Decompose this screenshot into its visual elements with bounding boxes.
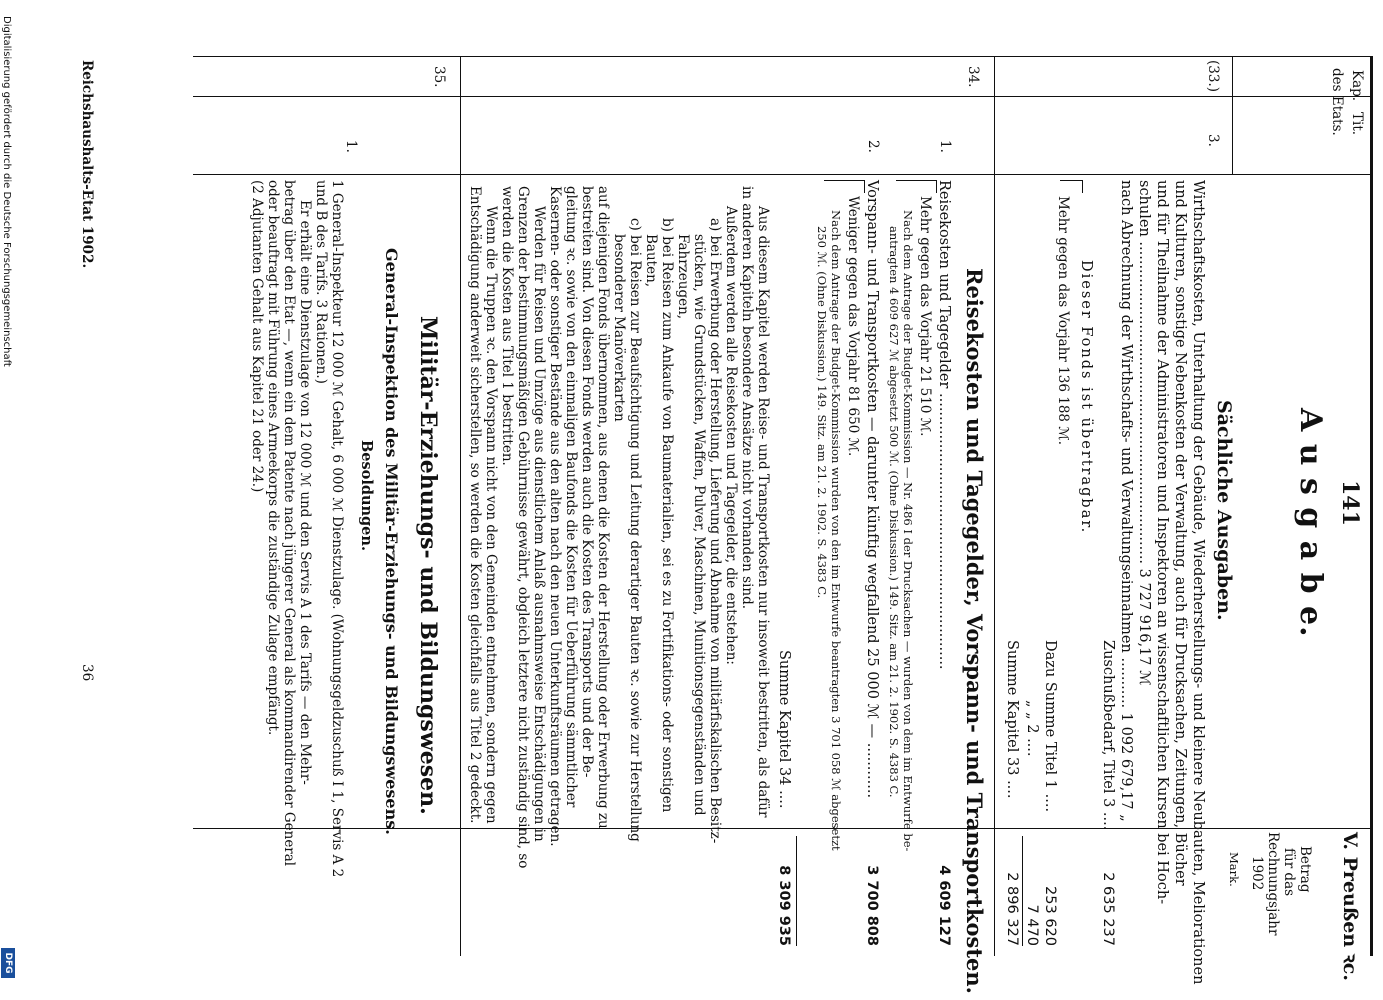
block34-tit1-note2: antragten 4 609 627 ℳ abgesetzt 500 ℳ. (Ohne Diskussion.) 149. Sitz. am 21. 2. 1902. S. 4383 C. xyxy=(887,226,901,798)
block34-para-8: c) bei Reisen zur Beaufsichtigung und Leitung derartiger Bauten ꝛc. sowie zur Herstellung xyxy=(627,218,643,842)
block34-tit1-value: 4 609 127 xyxy=(936,865,952,946)
block34-tit1: 1. xyxy=(937,140,953,153)
block33-mark xyxy=(1060,180,1083,193)
block34-para-2: Außerdem werden alle Reisekosten und Tagegelder, die entstehen: xyxy=(723,206,739,665)
block34-para-5: Fahrzeugen, xyxy=(675,234,691,320)
block33-zuschuss-value: 2 635 237 xyxy=(1100,872,1116,946)
block33-line-4: schulen ...................................................................... 3 727 916,17 ℳ xyxy=(1136,180,1152,686)
col-betrag: Betrag xyxy=(1297,846,1313,893)
block34-para-4: stücken, wie Grundstücken, Waffen, Pulver, Maschinen, Munitionsgegenständen und xyxy=(691,234,707,816)
block35-besoldungen: Besoldungen. xyxy=(358,440,375,552)
block34-tit1-mehr: Mehr gegen das Vorjahr 21 510 ℳ. xyxy=(917,196,933,437)
block35-heading: Militär-Erziehungs- und Bildungswesen. xyxy=(415,316,441,815)
block33-heading: Sächliche Ausgaben. xyxy=(1213,400,1235,621)
block34-tit2-note1: Nach dem Antrage der Budget-Kommission wurden von den im Entwurfe beantragten 3 701 058 ℳ abgesetzt xyxy=(829,210,843,851)
header-rule xyxy=(1232,56,1233,174)
block34-sum-rule xyxy=(796,836,797,946)
block34-para-7: Bauten, xyxy=(643,234,659,288)
block34-tit1-note1: Nach dem Antrage der Budget-Kommission — Nr. 486 I der Drucksachen — wurden von dem im Entwurfe be- xyxy=(901,210,915,852)
footer-right: 36 xyxy=(79,664,95,682)
block35-line-5: (2 Adjutanten Gehalt aus Kapitel 21 oder 24.) xyxy=(249,180,265,493)
block35-kap: 35. xyxy=(431,66,447,88)
block34-kap: 34. xyxy=(965,66,981,88)
block34-para-9: besonderer Manöverkarten xyxy=(611,234,627,422)
block34-summe-value: 8 309 935 xyxy=(776,865,792,946)
col-line-tit xyxy=(193,174,1373,175)
block33-line-3: und für Theilnahme der Administratoren und Inspektoren an wissenschaftlichen Kursen bei Hoch- xyxy=(1154,180,1170,905)
block34-para-14: Werden für Reisen und Umzüge aus dienstlichem Anlaß ausnahmsweise Entschädigungen in xyxy=(531,206,547,842)
block34-para-13: Kasernen- oder sonstiger Bestände aus den alten nach den neuen Unterkunftsräumen getragen. xyxy=(547,186,563,847)
block34-summe-label: Summe Kapitel 34 .... xyxy=(776,650,792,809)
block33-titel2-value: 7 470 xyxy=(1024,904,1040,946)
block33-line-1: Wirthschaftskosten, Unterhaltung der Gebäude, Wiederherstellungs- und kleinere Neubauten, Meliorationen xyxy=(1190,180,1206,985)
block34-tit2: 2. xyxy=(865,140,881,153)
block35-line-1: und B des Tarifs. 3 Rationen.) xyxy=(313,180,329,384)
col-tit: Tit. xyxy=(1349,112,1365,136)
title-ausgabe: A u s g a b e. xyxy=(1293,408,1328,638)
block34-para-1: in anderen Kapiteln besondere Ansätze nicht vorhanden sind. xyxy=(739,186,755,610)
block33-line-2: und Kulturen, sonstige Nebenkosten der Verwaltung, auch für Drucksachen, Zeitungen, Bücher xyxy=(1172,180,1188,886)
block34-para-10: auf diejenigen Fonds übernommen, aus denen die Kosten der Herstellung oder Erwerbung zu xyxy=(595,186,611,829)
block35-line-3: betrag über den Etat —, wenn ein dem Patente nach jüngerer General als kommandirender General xyxy=(281,180,297,867)
block34-heading: Reisekosten und Tagegelder, Vorspann- und Transportkosten. xyxy=(962,268,987,994)
block35-line-4: oder beauftragt mit Führung eines Armeekorps die zuständige Zulage empfängt. xyxy=(265,180,281,736)
block33-summe-value: 2 896 327 xyxy=(1004,872,1020,946)
block34-para-0: Aus diesem Kapitel werden Reise- und Transportkosten nur insoweit bestritten, als dafür xyxy=(755,206,771,818)
block34-para-16: werden die Kosten aus Titel 1 bestritten. xyxy=(499,186,515,466)
col-kap: Kap. xyxy=(1349,70,1365,102)
page-number: 141 xyxy=(1337,480,1363,526)
block35-line-2: Er erhält eine Dienstzulage von 12 000 ℳ und den Servis A 1 des Tarifs — den Mehr- xyxy=(297,200,313,785)
block35-line-0: 1 General-Inspekteur 12 000 ℳ Gehalt, 6 000 ℳ Dienstzulage. (Wohnungsgeldzuschuß I 1, Servis A 2 xyxy=(329,180,345,878)
block33-summe-label: Summe Kapitel 33 .... xyxy=(1004,640,1020,799)
block33-kap: (33.) xyxy=(1205,60,1221,93)
block34-tit1-mark xyxy=(896,180,937,193)
col-line-left xyxy=(193,56,1373,57)
block35-subheading: General-Inspektion des Militär-Erziehungs- und Bildungswesens. xyxy=(382,248,401,835)
top-rule xyxy=(1370,56,1373,956)
section-title: V. Preußen ꝛc. xyxy=(1339,832,1361,981)
block34-para-18: Entschädigung anderweit sicherstellen, so werden die Kosten gleichfalls aus Titel 2 gedeckt. xyxy=(467,186,483,824)
dfg-logo-icon: DFG xyxy=(1,948,15,978)
col-rechnungsjahr: Rechnungsjahr xyxy=(1265,832,1281,936)
block34-para-17: Wenn die Truppen ꝛc. den Vorspann nicht von den Gemeinden entnehmen, sondern gegen xyxy=(483,206,499,824)
block34-para-15: Grenzen der bestimmungsmäßigen Gebührnisse gewährt, obgleich letztere nicht zuständig sind, so xyxy=(515,186,531,869)
block34-tit1-label: Reisekosten und Tagegelder ............................................................ xyxy=(936,180,952,670)
block33-dazu-label: Dazu Summe Titel 1 .... xyxy=(1042,640,1058,813)
block34-para-11: bestreiten sind. Von diesen Fonds werden auch die Kosten des Transports und der Be- xyxy=(579,186,595,778)
block35-tit: 1. xyxy=(343,140,359,153)
col-unit: Mark. xyxy=(1227,852,1241,887)
block33-tit: 3. xyxy=(1205,134,1221,147)
block34-tit2-mark xyxy=(824,180,865,193)
dfg-credit: Digitalisierung gefördert durch die Deutsche Forschungsgemeinschaft xyxy=(1,16,12,367)
col-line-kap xyxy=(193,96,1373,97)
block33-zuschuss-label: Zuschußbedarf, Titel 3 .... xyxy=(1100,640,1116,831)
block34-tit2-note2: 250 ℳ. (Ohne Diskussion.) 149. Sitz. am 21. 2. 1902. S. 4383 C. xyxy=(815,226,829,599)
block33-uebertragbar: Dieser Fonds ist übertragbar. xyxy=(1078,260,1094,535)
block34-para-12: gleitung ꝛc. sowie von den einmaligen Baufonds die Kosten für Ueberführung sämmtlicher xyxy=(563,186,579,808)
block34-para-6: b) bei Reisen zum Ankaufe von Baumaterialien, sei es zu Fortifikations- oder sonstigen xyxy=(659,218,675,813)
block33-titel1-value: 253 620 xyxy=(1042,886,1058,946)
footer-left: Reichshaushalts-Etat 1902. xyxy=(79,60,95,269)
block33-titel2-label: „ „ 2 .... xyxy=(1024,700,1040,757)
block33-mehr: Mehr gegen das Vorjahr 136 188 ℳ. xyxy=(1055,196,1071,446)
col-des-etats: des Etats. xyxy=(1329,68,1345,136)
block34-tit2-weniger: Weniger gegen das Vorjahr 81 650 ℳ. xyxy=(845,196,861,457)
col-fuer-das: für das xyxy=(1281,848,1297,897)
col-year: 1902 xyxy=(1249,856,1265,891)
block34-end-rule xyxy=(460,56,461,956)
block33-line-5: nach Abrechnung der Wirthschafts- und Verwaltungseinnahmen ........... 1 092 679,17 „ xyxy=(1118,180,1134,822)
block34-para-3: a) bei Erwerbung oder Herstellung, Lieferung und Abnahme von militärfiskalischen Besitz- xyxy=(707,218,723,844)
block33-sum-rule xyxy=(1022,836,1023,946)
block34-tit2-label: Vorspann- und Transportkosten — darunter künftig wegfallend 25 000 ℳ — ............ xyxy=(864,180,880,799)
block34-tit2-value: 3 700 808 xyxy=(864,865,880,946)
block33-end-rule xyxy=(994,56,995,956)
